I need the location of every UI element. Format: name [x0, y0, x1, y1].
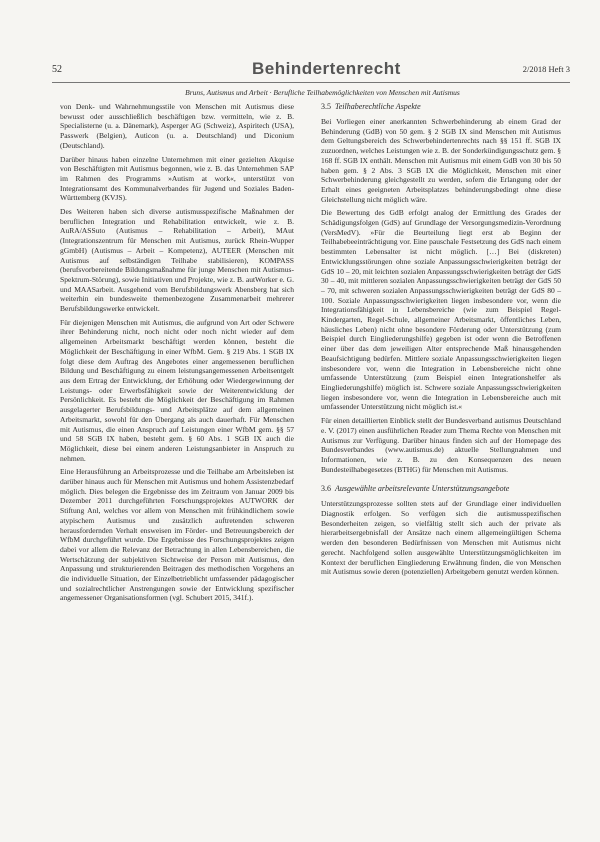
body-paragraph: Die Bewertung des GdB erfolgt analog der Ermittlung des Grades der Schädigungsfolgen (GdS) auf Grundlage der Versorgungsmedizin-Verordnung (VersMedV). »Für die Beurteilung liegt erst ab Beginn der Teilhabebeeinträchtigung vor. Eine pauschale Festsetzung des GdS nach einem bestimmten Lebensalter ist nicht möglich. […] Bei (diskreten) Entwicklungsstörungen ohne soziale Anpassungsschwierigkeiten beträgt der GdS 10 – 20, mit leichten sozialen Anpassungsschwierigkeiten beträgt der GdS 30 – 40, mit mittleren sozialen Anpassungsschwierigkeiten beträgt der GdS 50 – 70, mit schweren sozialen Anpassungsschwierigkeiten beträgt der GdS 80 – 100. Soziale Anpassungsschwierigkeiten liegen insbesondere vor, wenn die Integrationsfähigkeit in Lebensbereiche (wie zum Beispiel Regel-Kindergarten, Regel-Schule, allgemeiner Arbeitsmarkt, öffentliches Leben, häusliches Leben) nicht ohne besondere Förderung oder Unterstützung (zum Beispiel durch Eingliederungshilfe) gegeben ist oder wenn die Betroffenen einer über das dem jeweiligen Alter entsprechende Maß hinausgehenden Beaufsichtigung bedürfen. Mittlere soziale Anpassungsschwierigkeiten liegen insbesondere vor, wenn die Integration in Lebensbereiche nicht ohne umfassende Unterstützung (zum Beispiel einen Integrationshelfer als Eingliederungshilfe) möglich ist. Schwere soziale Anpassungsschwierigkeiten liegen insbesondere vor, wenn die Integration in Lebensbereiche auch mit umfassender Unterstützung nicht möglich ist.« [321, 208, 561, 412]
section-number: 3.6 [321, 484, 331, 494]
running-head: Bruns, Autismus und Arbeit · Berufliche Teilhabemöglichkeiten von Menschen mit Autismus [185, 88, 460, 97]
body-paragraph: Für diejenigen Menschen mit Autismus, die aufgrund von Art oder Schwere ihrer Behinderung nicht, noch nicht oder noch nicht wieder auf dem allgemeinen Arbeitsmarkt beschäftigt werden können, besteht die Möglichkeit der Beschäftigung in einer WfbM. Gem. § 219 Abs. 1 SGB IX folgt diese dem Auftrag des Angebotes einer angemessenen beruflichen Bildung und Beschäftigung zu einem leistungsangemessenen Arbeitsentgelt aus dem Ertrag der Entwicklung, der Erhöhung oder Wiedergewinnung der Leistungs- oder Erwerbsfähigkeit sowie der Weiterentwicklung der Persönlichkeit. Es besteht die Möglichkeit der Beschäftigung im Rahmen ausgelagerter Berufsbildungs- und Arbeitsplätze auf dem allgemeinen Arbeitsmarkt, sowohl für den Übergang als auch dauerhaft. Für Menschen mit Autismus, die einen Anspruch auf Leistungen einer WfbM gem. §§ 57 und 58 SGB IX haben, besteht gem. § 60 Abs. 1 SGB IX auch die Möglichkeit, diese bei einem anderen Leistungsanbieter in Anspruch zu nehmen. [60, 317, 294, 463]
section-number: 3.5 [321, 102, 331, 111]
page-number: 52 [52, 64, 62, 75]
issue-label: 2/2018 Heft 3 [522, 64, 570, 74]
body-paragraph: von Denk- und Wahrnehmungsstile von Menschen mit Autismus diese bewusst oder ausschließlich beschäftigen bzw. vermitteln, wie z. B. Specialisterne (u. a. Dänemark), Asperger AG (Schweiz), Aspiritech (USA), Passwerk (Belgien), Auticon (u. a. Deutschland) und Diconium (Deutschland). [60, 102, 294, 150]
body-paragraph: Bei Vorliegen einer anerkannten Schwerbehinderung ab einem Grad der Behinderung (GdB) von 50 gem. § 2 SGB IX sind Menschen mit Autismus dem Geltungsbereich des Schwerbehindertenrechts nach §§ 151 ff. SGB IX zuzuordnen, welches Leistungen wie z. B. der Sonderkündigungsschutz gem. § 168 ff. SGB IX enthält. Menschen mit Autismus mit einem GdB von 30 bis 50 haben gem. § 2 Abs. 3 SGB IX die Möglichkeit, Menschen mit einer Schwerbehinderung gleichgestellt zu werden, sofern die Erlangung oder der Erhalt eines geeigneten Arbeitsplatzes behinderungsbedingt ohne diese Gleichstellung nicht möglich wäre. [321, 117, 561, 204]
body-paragraph: Darüber hinaus haben einzelne Unternehmen mit einer gezielten Akquise von Beschäftigten mit Autismus begonnen, wie z. B. das Unternehmen SAP im Rahmen des Programms »Autism at work«, unterstützt von Integrationsamt des Kommunalverbandes für Jugend und Soziales Baden-Württemberg (KVJS). [60, 154, 294, 203]
body-paragraph: Unterstützungsprozesse sollten stets auf der Grundlage einer individuellen Diagnostik erfolgen. So verfügen sich die autismusspezifischen Besonderheiten zeigen, so vielfältig stellt sich auch der private als hierarbeitsergebnisfall der Ansätze nach einem allgemeingültigen Schema werden den besonderen Bedürfnissen von Menschen mit Autismus nicht gerecht. Nachfolgend sollen ausgewählte Unterstützungsmöglichkeiten im Kontext der beruflichen Eingliederung Erwähnung finden, die von Menschen mit Autismus sowie deren (potenziellen) Arbeitgebern genutzt werden können. [321, 499, 561, 577]
right-column [321, 102, 561, 581]
section-title: Ausgewählte arbeitsrelevante Unterstützungsangebote [335, 484, 510, 494]
header-rule [52, 82, 570, 83]
section-heading [321, 484, 561, 494]
section-heading [321, 102, 561, 112]
page-header [52, 59, 570, 84]
journal-title: Behindertenrecht [252, 59, 401, 78]
left-column [60, 102, 294, 607]
section-title: Teilhaberechtliche Aspekte [335, 102, 421, 111]
body-paragraph: Für einen detaillierten Einblick stellt der Bundesverband autismus Deutschland e. V. (2017) einen ausführlichen Reader zum Thema Rechte von Menschen mit Autismus zur Verfügung. Darüber hinaus finden sich auf der Homepage des Bundesverbandes (www.autismus.de) aktuelle Stellungnahmen und Informationen, wie z. B. zu den Konsequenzen des neuen Bundesteilhabegesetzes (BTHG) für Menschen mit Autismus. [321, 416, 561, 474]
body-paragraph: Des Weiteren haben sich diverse autismusspezifische Maßnahmen der beruflichen Integration und Rehabilitation entwickelt, wie z. B. AuRA/ASSuto (Autismus – Rehabilitation – Arbeit), MAut (Integrationszentrum für Menschen mit Autismus, zurück Rhein-Wupper gGmbH) (Autismus – Arbeit – Kompetenz), AUTEER (Menschen mit Autismus auf selbständigen Teilhabe stabilisieren), KOMPASS (berufsvorbereitende Bildungsmaßnahme für junge Menschen mit Autismus-Spektrum-Störung), sowie Initiativen und Projekte, wie z. B. autWorker e. G. und MAASarbeit. Ausgehend vom Berufsbildungswerk Abensberg hat sich weiterhin ein bundesweite themenbezogene Zusammenarbeit mehrerer Berufsbildungswerke entwickelt. [60, 207, 294, 314]
body-paragraph: Eine Herausführung an Arbeitsprozesse und die Teilhabe am Arbeitsleben ist darüber hinaus auch für Menschen mit Autismus und hohem Assistenzbedarf möglich. Dies belegen die Ergebnisse des im Zeitraum von Januar 2009 bis Dezember 2011 durchgeführten Forschungsprojektes AUTWORK der Stiftung Anl, welches vor allem von Menschen mit frühkindlichem sowie atypischem Autismus und zusätzlich auftretenden schweren herausfordernden Verhalt ensweisen im Förder- und Betreuungsbereich der WfbM durchgeführt wurde. Die Ergebnisse des Forschungsprojektes zeigen dabei vor allem die Relevanz der Betrachtung in allen Lebensbereichen, die Wertschätzung der subjektiven Sichtweise der Person mit Autismus, den Anpassung und strukturierenden Beitragen des methodischen Vorgehens an die individuelle Situation, der Einzelbetrieblicht umfassender pädagogischer und sozialrechtlicher Anstrengungen sowie der Entwicklung spezifischer angemessener Organisationsformen (vgl. Schubert 2015, 341f.). [60, 467, 294, 603]
